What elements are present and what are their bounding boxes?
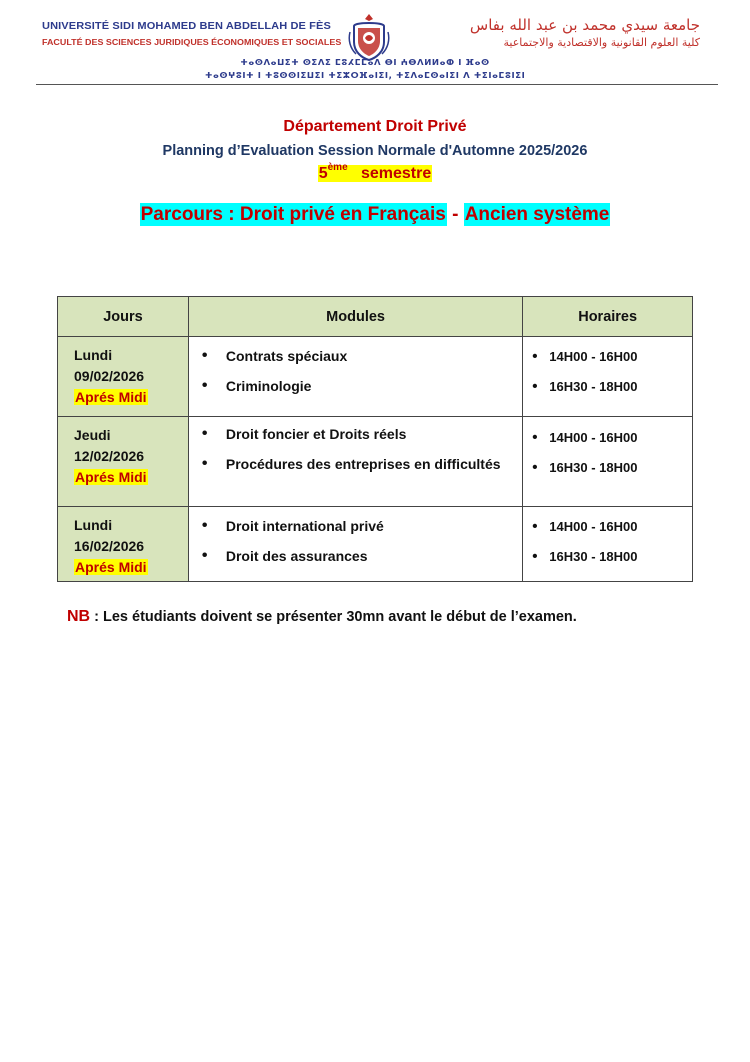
time-slot: • 14H00 - 16H00 — [524, 423, 691, 453]
table-row — [58, 337, 693, 417]
day-period: Aprés Midi — [75, 469, 147, 485]
letterhead-divider — [36, 84, 718, 85]
day-cell — [58, 507, 189, 582]
parcours-system: Ancien système — [464, 204, 610, 225]
tifinagh-university-name: ⵜⴰⵙⴷⴰⵡⵉⵜ ⵙⵉⴷⵉ ⵎⵓⵃⵎⵎⴰⴷ ⴱⵏ ⵄⴱⴷⵍⵍⴰⵀ ⵏ ⴼⴰⵙ — [240, 58, 490, 68]
module-item: • Criminologie — [190, 375, 521, 397]
planning-title: Planning d’Evaluation Session Normale d'Automne 2025/2026 — [162, 143, 588, 159]
column-header-horaires: Horaires — [523, 297, 693, 337]
modules-cell — [188, 417, 522, 507]
day-date: 12/02/2026 — [74, 448, 145, 464]
module-item: • Droit des assurances — [190, 545, 521, 567]
table-row — [58, 507, 693, 582]
time-slot: • 16H30 - 18H00 — [524, 453, 691, 483]
column-header-jours: Jours — [58, 297, 189, 337]
day-date: 16/02/2026 — [74, 538, 145, 554]
module-item: • Droit international privé — [190, 515, 521, 537]
day-name: Jeudi — [74, 427, 111, 443]
day-period: Aprés Midi — [75, 389, 147, 405]
time-slot: • 16H30 - 18H00 — [524, 372, 691, 402]
times-cell — [523, 507, 693, 582]
exam-note — [67, 608, 577, 626]
semester-number: 5 — [318, 165, 328, 182]
letterhead-right — [440, 16, 700, 49]
note-text: : Les étudiants doivent se présenter 30mn avant le début de l’examen. — [90, 609, 577, 625]
semester-superscript: ème — [327, 162, 348, 173]
day-name: Lundi — [74, 517, 113, 533]
parcours-title — [0, 204, 750, 226]
module-item: • Procédures des entreprises en difficultés — [190, 453, 521, 475]
parcours-separator: - — [452, 204, 459, 225]
module-item: • Droit foncier et Droits réels — [190, 423, 521, 445]
arabic-university-name: جامعة سيدي محمد بن عبد الله بفاس — [469, 16, 700, 34]
table-header-row — [58, 297, 693, 337]
time-slot: • 14H00 - 16H00 — [524, 512, 691, 542]
department-title: Département Droit Privé — [283, 118, 467, 135]
tifinagh-faculty-name: ⵜⴰⵙⵖⵓⵏⵜ ⵏ ⵜⵓⵙⵙⵏⵉⵡⵉⵏ ⵜⵉⵣⵔⴼⴰⵏⵉⵏ, ⵜⵉⴷⴰⵎⵙⴰⵏⵉⵏ ⴷ ⵜⵉⵏⴰⵎⵓⵏⵉⵏ — [205, 71, 526, 81]
arabic-faculty-name: كلية العلوم القانونية والاقتصادية والاجتماعية — [503, 36, 700, 49]
day-cell — [58, 417, 189, 507]
semester-label — [0, 162, 750, 183]
module-item: • Contrats spéciaux — [190, 345, 521, 367]
times-cell — [523, 417, 693, 507]
table-row — [58, 417, 693, 507]
column-header-modules: Modules — [188, 297, 522, 337]
day-period: Aprés Midi — [75, 559, 147, 575]
modules-cell — [188, 507, 522, 582]
day-cell — [58, 337, 189, 417]
time-slot: • 14H00 - 16H00 — [524, 342, 691, 372]
faculty-name: FACULTÉ DES SCIENCES JURIDIQUES ÉCONOMIQUES ET SOCIALES — [42, 37, 342, 47]
times-cell — [523, 337, 693, 417]
semester-word: semestre — [360, 165, 432, 182]
university-name: UNIVERSITÉ SIDI MOHAMED BEN ABDELLAH DE FÈS — [42, 20, 331, 32]
modules-cell — [188, 337, 522, 417]
letterhead-left — [42, 20, 342, 47]
day-name: Lundi — [74, 347, 113, 363]
day-date: 09/02/2026 — [74, 368, 145, 384]
university-emblem-icon — [346, 12, 392, 62]
note-label: NB — [67, 608, 91, 625]
parcours-name: Parcours : Droit privé en Français — [140, 204, 446, 225]
time-slot: • 16H30 - 18H00 — [524, 542, 691, 572]
schedule-table — [57, 296, 693, 582]
